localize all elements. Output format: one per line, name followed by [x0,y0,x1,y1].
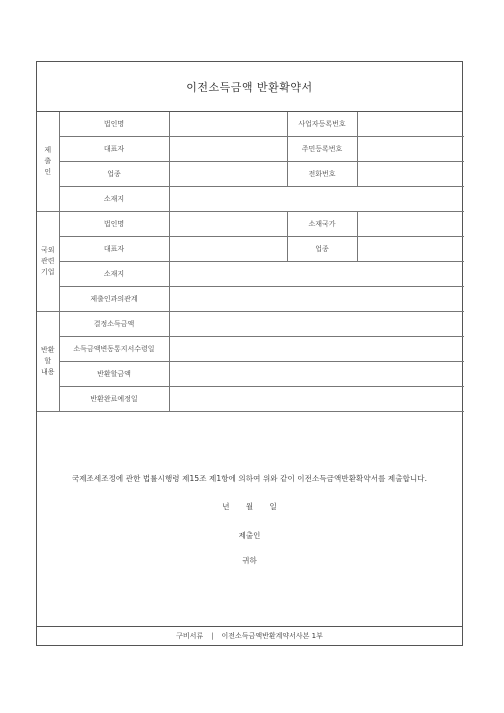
submitter-row-address [37,187,464,212]
submitter-company-name-field[interactable] [169,112,287,137]
submitter-business-reg-label: 사업자등록번호 [287,112,357,137]
return-notice-date-label: 소득금액변동통지서수령일 [59,337,169,362]
submitter-address-field[interactable] [169,187,464,212]
return-row-completion-date [37,387,464,412]
affiliate-relationship-label: 제출인과의관계 [59,287,169,312]
submitter-business-type-label: 업종 [59,162,169,187]
form-title: 이전소득금액 반환확약서 [37,62,462,112]
submitter-signature-line[interactable]: 제출인 [238,531,261,540]
affiliate-country-label: 소재국가 [287,212,357,237]
affiliate-row-company [37,212,464,237]
return-determined-amount-label: 결정소득금액 [59,312,169,337]
affiliate-company-name-label: 법인명 [59,212,169,237]
declaration-statement: 국제조세조정에 관한 법률시행령 제15조 제1항에 의하여 위와 같이 이전소득금액반환확약서를 제출합니다. [71,474,428,483]
submitter-section-label: 제 출 인 [37,112,59,212]
return-notice-date-field[interactable] [169,337,464,362]
submitter-representative-label: 대표자 [59,137,169,162]
return-section-label: 반환 할 내용 [37,312,59,412]
affiliate-country-field[interactable] [357,212,464,237]
submitter-row-company [37,112,464,137]
submitter-company-name-label: 법인명 [59,112,169,137]
return-row-determined-amount [37,312,464,337]
affiliate-row-representative [37,237,464,262]
affiliate-business-type-field[interactable] [357,237,464,262]
return-row-return-amount [37,362,464,387]
return-pledge-form [36,61,463,646]
form-table [37,112,464,412]
recipient-line: 귀하 [242,556,257,565]
affiliate-section-label: 국외 관련 기업 [37,212,59,312]
declaration-area [37,413,462,629]
submitter-row-representative [37,137,464,162]
return-completion-date-field[interactable] [169,387,464,412]
required-documents-item: 이전소득금액반환계약서사본 1부 [221,632,323,640]
return-amount-field[interactable] [169,362,464,387]
submitter-representative-field[interactable] [169,137,287,162]
submitter-business-reg-field[interactable] [357,112,464,137]
footer-divider: | [211,632,214,640]
date-line[interactable]: 년 월 일 [222,502,277,511]
return-determined-amount-field[interactable] [169,312,464,337]
affiliate-row-address [37,262,464,287]
submitter-resident-reg-label: 주민등록번호 [287,137,357,162]
affiliate-representative-field[interactable] [169,237,287,262]
submitter-row-business [37,162,464,187]
affiliate-company-name-field[interactable] [169,212,287,237]
affiliate-address-label: 소재지 [59,262,169,287]
affiliate-row-relationship [37,287,464,312]
required-documents-label: 구비서류 [176,632,204,640]
affiliate-address-field[interactable] [169,262,464,287]
return-completion-date-label: 반환완료예정일 [59,387,169,412]
affiliate-business-type-label: 업종 [287,237,357,262]
submitter-phone-field[interactable] [357,162,464,187]
required-documents-footer [37,626,462,645]
submitter-address-label: 소재지 [59,187,169,212]
submitter-resident-reg-field[interactable] [357,137,464,162]
submitter-phone-label: 전화번호 [287,162,357,187]
return-amount-label: 반환할금액 [59,362,169,387]
affiliate-relationship-field[interactable] [169,287,464,312]
submitter-business-type-field[interactable] [169,162,287,187]
return-row-notice-date [37,337,464,362]
affiliate-representative-label: 대표자 [59,237,169,262]
